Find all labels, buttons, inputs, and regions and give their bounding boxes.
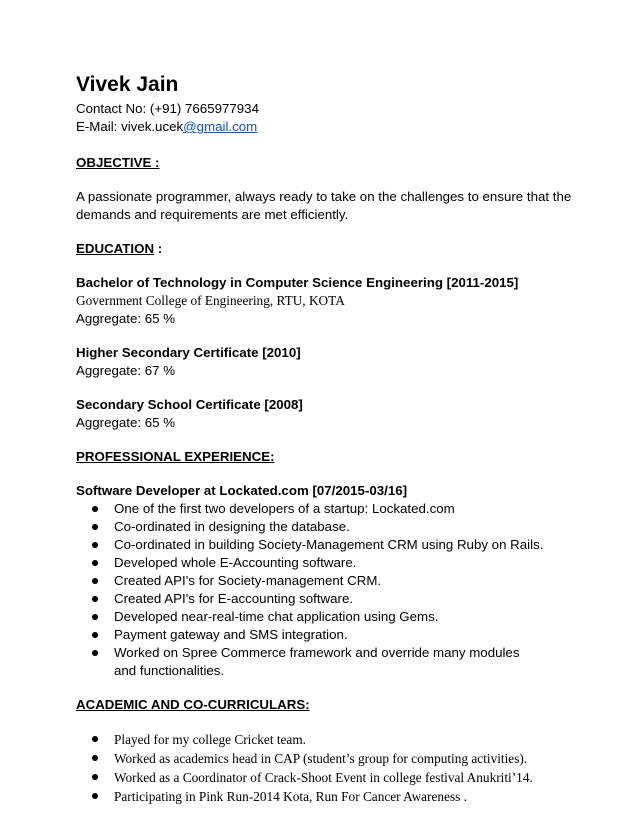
experience-list [76, 500, 596, 680]
resume-page [76, 72, 596, 806]
list-item: Developed whole E-Accounting software. [76, 554, 596, 572]
list-item: Created API's for E-accounting software. [76, 590, 596, 608]
bullet-icon [92, 774, 98, 780]
objective-text: A passionate programmer, always ready to take on the challenges to ensure that the demands and requirements are met efficiently. [76, 189, 572, 222]
candidate-name: Vivek Jain [76, 73, 179, 96]
bullet-icon [92, 736, 98, 742]
list-item: Worked as academics head in CAP (student’s group for computing activities). [76, 749, 596, 768]
academic-list [76, 730, 596, 806]
bullet-icon [92, 542, 98, 548]
list-item: Co-ordinated in designing the database. [76, 518, 596, 536]
education-aggregate-btech: Aggregate: 65 % [76, 311, 176, 326]
bullet-icon [92, 596, 98, 602]
bullet-icon [92, 793, 98, 799]
bullet-icon [92, 578, 98, 584]
experience-role: Software Developer at Lockated.com [07/2015-03/16] [76, 483, 408, 498]
education-aggregate-ssc: Aggregate: 65 % [76, 415, 176, 430]
email-prefix: E-Mail: vivek.ucek [76, 119, 184, 134]
list-item: Developed near-real-time chat application using Gems. [76, 608, 596, 626]
list-item: Created API's for Society-management CRM. [76, 572, 596, 590]
education-institution: Government College of Engineering, RTU, KOTA [76, 293, 345, 308]
experience-heading: PROFESSIONAL EXPERIENCE: [76, 449, 275, 464]
list-item: Worked as a Coordinator of Crack-Shoot Event in college festival Anukriti’14. [76, 768, 596, 787]
education-aggregate-hsc: Aggregate: 67 % [76, 363, 176, 378]
bullet-icon [92, 614, 98, 620]
bullet-icon [92, 650, 98, 656]
bullet-icon [92, 524, 98, 530]
list-item: Played for my college Cricket team. [76, 730, 596, 749]
bullet-icon [92, 506, 98, 512]
education-degree-hsc: Higher Secondary Certificate [2010] [76, 345, 301, 360]
education-degree-btech: Bachelor of Technology in Computer Science Engineering [2011-2015] [76, 275, 519, 290]
objective-heading: OBJECTIVE : [76, 155, 160, 170]
list-item: Co-ordinated in building Society-Management CRM using Ruby on Rails. [76, 536, 596, 554]
list-item: Participating in Pink Run-2014 Kota, Run For Cancer Awareness . [76, 787, 596, 806]
academic-heading: ACADEMIC AND CO-CURRICULARS: [76, 697, 310, 712]
contact-number: Contact No: (+91) 7665977934 [76, 101, 259, 116]
bullet-icon [92, 560, 98, 566]
list-item: Worked on Spree Commerce framework and override many modules and functionalities. [76, 644, 596, 680]
bullet-icon [92, 755, 98, 761]
list-item: One of the first two developers of a startup: Lockated.com [76, 500, 596, 518]
email-line [76, 118, 596, 136]
list-item: Payment gateway and SMS integration. [76, 626, 596, 644]
bullet-icon [92, 632, 98, 638]
education-heading: EDUCATION : [76, 241, 163, 256]
email-link[interactable]: @gmail.com [183, 119, 258, 134]
education-degree-ssc: Secondary School Certificate [2008] [76, 397, 303, 412]
